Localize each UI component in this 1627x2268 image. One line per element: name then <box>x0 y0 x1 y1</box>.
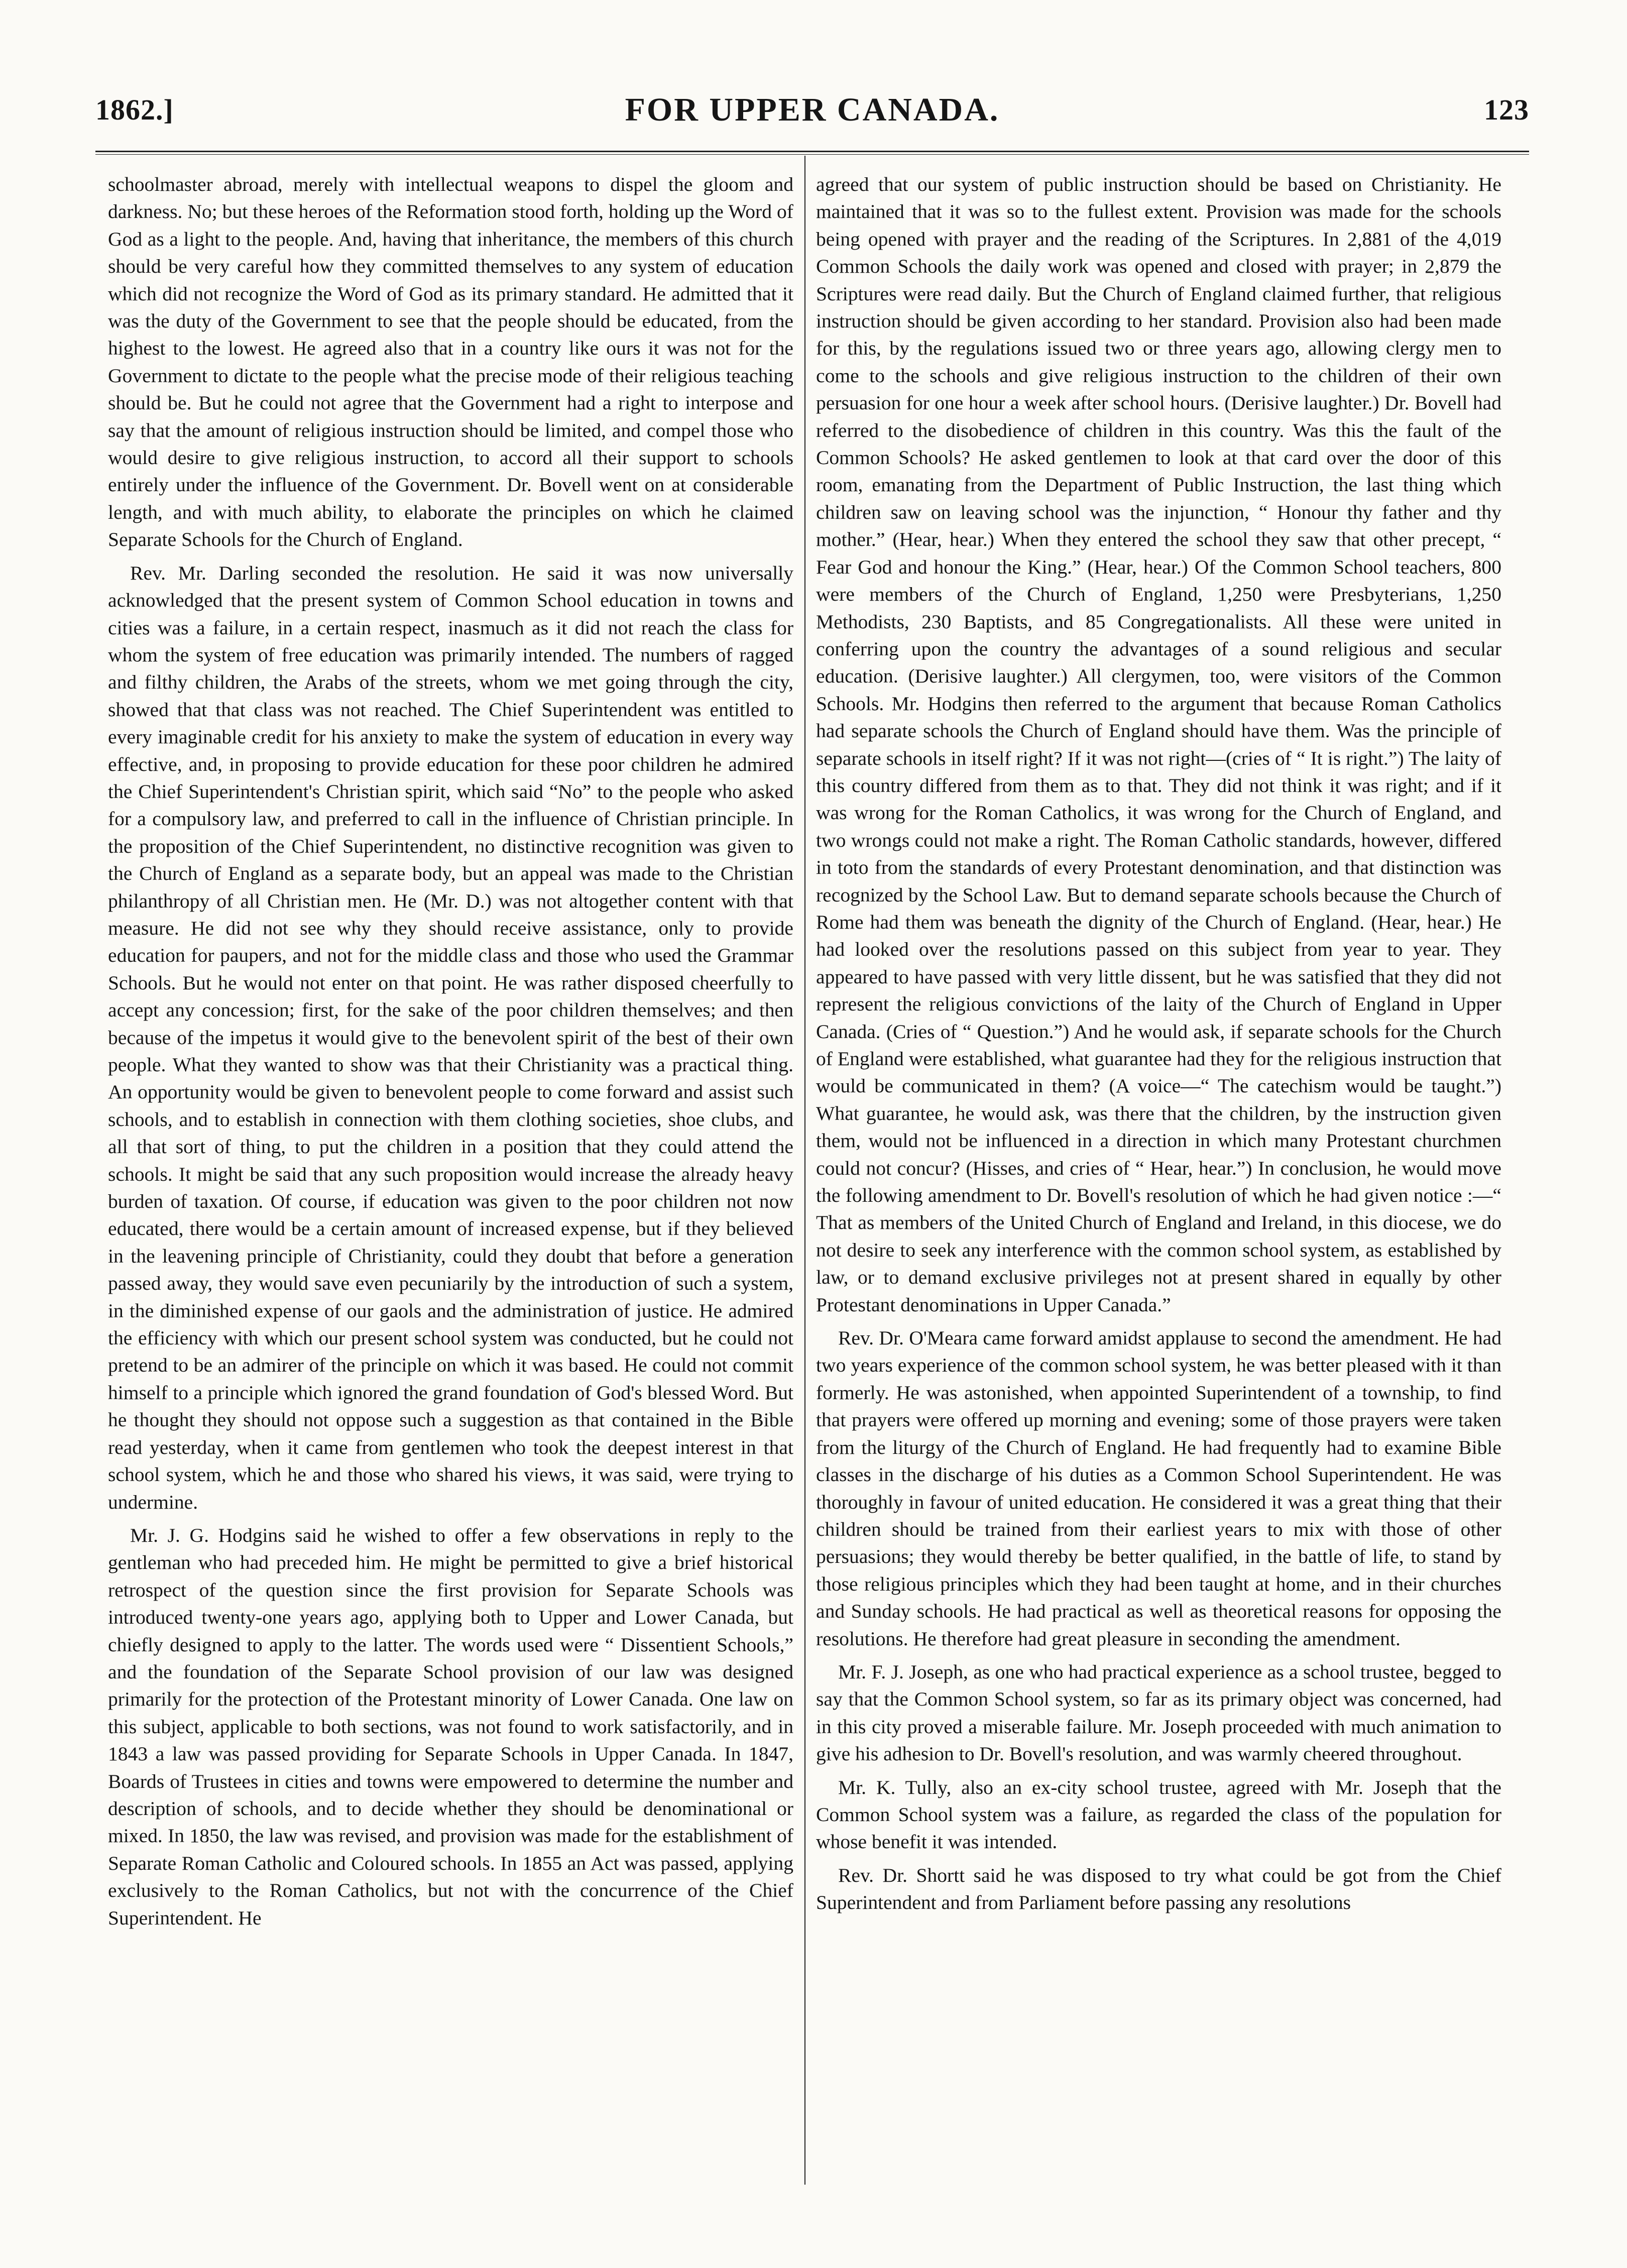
paragraph-continued: schoolmaster abroad, merely with intellectual weapons to dispel the gloom and darkness. No; but these heroes of the Reformation stood forth, holding up the Word of God as a light to the people. And, having that inheritance, the members of this church should be very careful how they committed themselves to any system of education which did not recognize the Word of God as its primary standard. He admitted that it was the duty of the Government to see that the people should be educated, from the highest to the lowest. He agreed also that in a country like ours it was not for the Government to dictate to the people what the precise mode of their religious teaching should be. But he could not agree that the Government had a right to interpose and say that the amount of religious instruction should be limited, and compel those who would desire to give religious instruction, to accord all their support to schools entirely under the influence of the Government. Dr. Bovell went on at considerable length, and with much ability, to elaborate the principles on which he claimed Separate Schools for the Church of England. <box>108 173 793 551</box>
paragraph-hodgins: Mr. J. G. Hodgins said he wished to offer a few observations in reply to the gentleman who had preceded him. He might be permitted to give a brief historical retrospect of the question since the first provision for Separate Schools was introduced twenty-one years ago, applying both to Upper and Lower Canada, but chiefly designed to apply to the latter. The words used were “ Dissentient Schools,” and the foundation of the Separate School provision of our law was designed primarily for the protection of the Protestant minority of Lower Canada. One law on this subject, applicable to both sections, was not found to work satisfactorily, and in 1843 a law was passed providing for Separate Schools in Upper Canada. In 1847, Boards of Trustees in cities and towns were empowered to determine the number and description of schools, and to decide whether they should be denominational or mixed. In 1850, the law was revised, and provision was made for the establishment of Separate Roman Catholic and Coloured schools. In 1855 an Act was passed, applying exclusively to the Roman Catholics, but not with the concurrence of the Chief Superintendent. He <box>108 1524 793 1929</box>
page-number: 123 <box>1484 93 1529 126</box>
header-year: 1862.] <box>95 93 174 126</box>
paragraph-shortt: Rev. Dr. Shortt said he was disposed to try what could be got from the Chief Superintendent and from Parliament before passing any resolutions <box>816 1864 1501 1914</box>
header-title: FOR UPPER CANADA. <box>625 91 1000 128</box>
paragraph-omeara: Rev. Dr. O'Meara came forward amidst applause to second the amendment. He had two years experience of the common school system, he was better pleased with it than formerly. He was astonished, when appointed Superintendent of a township, to find that prayers were offered up morning and evening; some of those prayers were taken from the liturgy of the Church of England. He had frequently had to examine Bible classes in the discharge of his duties as a Common School Superintendent. He was thoroughly in favour of united education. He considered it was a great thing that their children should be trained from their earliest years to mix with those of other persuasions; they would thereby be better qualified, in the battle of life, to stand by those religious principles which they had been taught at home, and in their churches and Sunday schools. He had practical as well as theoretical reasons for opposing the resolutions. He therefore had great pleasure in seconding the amendment. <box>816 1327 1501 1650</box>
right-column <box>816 171 1501 2185</box>
paragraph-hodgins-continued: agreed that our system of public instruction should be based on Christianity. He maintained that it was so to the fullest extent. Provision was made for the schools being opened with prayer and the reading of the Scriptures. In 2,881 of the 4,019 Common Schools the daily work was opened and closed with prayer; in 2,879 the Scriptures were read daily. But the Church of England claimed further, that religious instruction should be given according to her standard. Provision also had been made for this, by the regulations issued two or three years ago, allowing clergy men to come to the schools and give religious instruction to the children of their own persuasion for one hour a week after school hours. (Derisive laughter.) Dr. Bovell had referred to the disobedience of children in this country. Was this the fault of the Common Schools? He asked gentlemen to look at that card over the door of this room, emanating from the Department of Public Instruction, the last thing which children saw on leaving school was the injunction, “ Honour thy father and thy mother.” (Hear, hear.) When they entered the school they saw that other precept, “ Fear God and honour the King.” (Hear, hear.) Of the Common School teachers, 800 were members of the Church of England, 1,250 were Presbyterians, 1,250 Methodists, 230 Baptists, and 85 Congregationalists. All these were united in conferring upon the country the advantages of a sound religious and secular education. (Derisive laughter.) All clergymen, too, were visitors of the Common Schools. Mr. Hodgins then referred to the argument that because Roman Catholics had separate schools the Church of England should have them. Was the principle of separate schools in itself right? If it was not right—(cries of “ It is right.”) The laity of this country differed from them as to that. They did not think it was right; and if it was wrong for the Roman Catholics, it was wrong for the Church of England, and two wrongs could not make a right. The Roman Catholic standards, however, differed in toto from the standards of every Protestant denomination, and that distinction was recognized by the School Law. But to demand separate schools because the Church of Rome had them was beneath the dignity of the Church of England. (Hear, hear.) He had looked over the resolutions passed on this subject from year to year. They appeared to have passed with very little dissent, but he was satisfied that they did not represent the religious convictions of the laity of the Church of England in Upper Canada. (Cries of “ Question.”) And he would ask, if separate schools for the Church of England were established, what guarantee had they for the religious instruction that would be communicated in them? (A voice—“ The catechism would be taught.”) What guarantee, he would ask, was there that the children, by the instruction given them, would not be influenced in a direction in which many Protestant churchmen could not concur? (Hisses, and cries of “ Hear, hear.”) In conclusion, he would move the following amendment to Dr. Bovell's resolution of which he had given notice :—“ That as members of the United Church of England and Ireland, in this diocese, we do not desire to seek any interference with the common school system, as established by law, or to demand exclusive privileges not at present shared in equally by other Protestant denominations in Upper Canada.” <box>816 173 1501 1316</box>
column-divider <box>804 156 805 2185</box>
left-column <box>108 171 793 2185</box>
paragraph-joseph: Mr. F. J. Joseph, as one who had practical experience as a school trustee, begged to say that the Common School system, so far as its primary object was concerned, had in this city proved a miserable failure. Mr. Joseph proceeded with much animation to give his adhesion to Dr. Bovell's resolution, and was warmly cheered throughout. <box>816 1660 1501 1765</box>
paragraph-darling: Rev. Mr. Darling seconded the resolution. He said it was now universally acknowledged that the present system of Common School education in towns and cities was a failure, in a certain respect, inasmuch as it did not reach the class for whom the system of free education was primarily intended. The numbers of ragged and filthy children, the Arabs of the streets, whom we met going through the city, showed that that class was not reached. The Chief Superintendent was entitled to every imaginable credit for his anxiety to make the system of education in every way effective, and, in proposing to provide education for these poor children he admired the Chief Superintendent's Christian spirit, which said “No” to the people who asked for a compulsory law, and preferred to call in the influence of Christian principle. In the proposition of the Chief Superintendent, no distinctive recognition was given to the Church of England as a separate body, but an appeal was made to the Christian philanthropy of all Christian men. He (Mr. D.) was not altogether content with that measure. He did not see why they should receive assistance, only to provide education for paupers, and not for the middle class and those who used the Grammar Schools. But he would not enter on that point. He was rather disposed cheerfully to accept any concession; first, for the sake of the poor children themselves; and then because of the impetus it would give to the benevolent spirit of the best of their own people. What they wanted to show was that their Christianity was a practical thing. An opportunity would be given to benevolent people to come forward and assist such schools, and to establish in connection with them clothing societies, shoe clubs, and all that sort of thing, to put the children in a position that they could attend the schools. It might be said that any such proposition would increase the already heavy burden of taxation. Of course, if education was given to the poor children not now educated, there would be a certain amount of increased expense, but if they believed in the leavening principle of Christianity, could they doubt that before a generation passed away, they would save even pecuniarily by the introduction of such a system, in the diminished expense of our gaols and the administration of justice. He admired the efficiency with which our present school system was conducted, but he could not pretend to be an admirer of the principle on which it was based. He could not commit himself to a principle which ignored the grand foundation of God's blessed Word. But he thought they should not oppose such a suggestion as that contained in the Bible read yesterday, when it came from gentlemen who took the deepest interest in that school system, which he and those who shared his views, it was said, were trying to undermine. <box>108 561 793 1513</box>
paragraph-tully: Mr. K. Tully, also an ex-city school trustee, agreed with Mr. Joseph that the Common School system was a failure, as regarded the class of the population for whose benefit it was intended. <box>816 1776 1501 1853</box>
header-rule <box>95 151 1529 155</box>
running-header <box>95 88 1529 133</box>
